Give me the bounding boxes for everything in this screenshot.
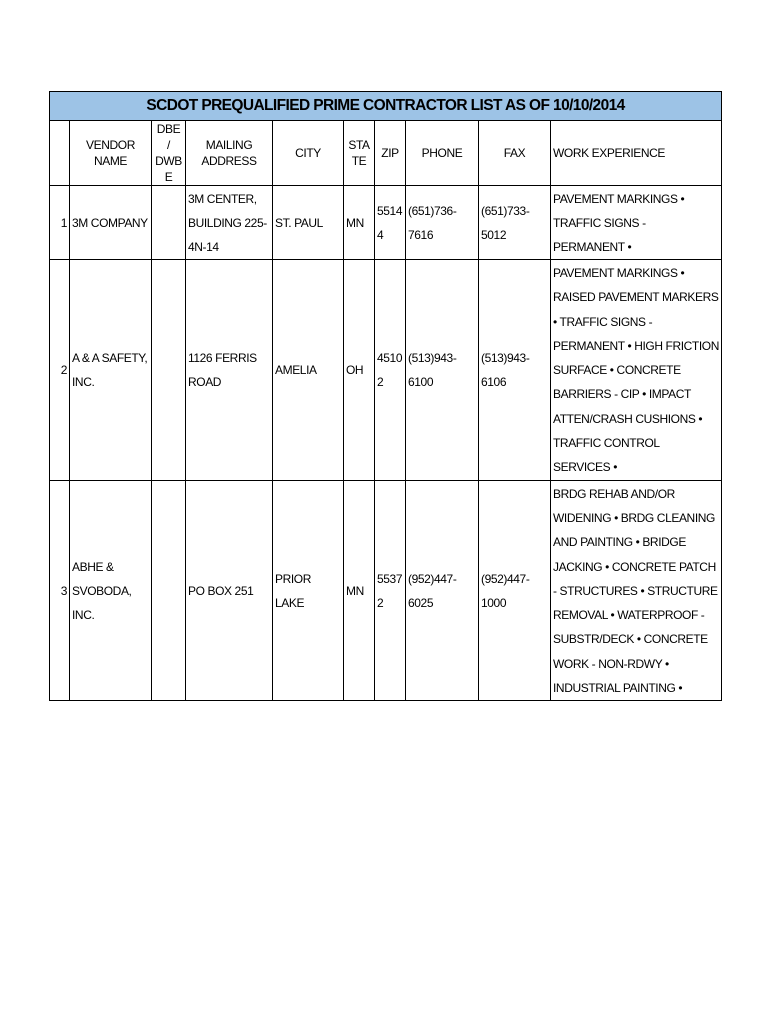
work-experience: PAVEMENT MARKINGS • RAISED PAVEMENT MARKERS • TRAFFIC SIGNS - PERMANENT • HIGH FRICTION SURFACE • CONCRETE BARRIERS - CIP • IMPACT ATTEN/CRASH CUSHIONS • TRAFFIC CONTROL SERVICES • [551, 260, 722, 481]
vendor-name: ABHE & SVOBODA, INC. [70, 480, 152, 701]
header-dbe: DBE / DWBE [152, 121, 186, 186]
work-experience: PAVEMENT MARKINGS • TRAFFIC SIGNS - PERMANENT • [551, 186, 722, 260]
fax: (513)943-6106 [479, 260, 551, 481]
row-number: 2 [50, 260, 70, 481]
header-zip: ZIP [375, 121, 406, 186]
state: MN [344, 480, 375, 701]
dbe-status [152, 260, 186, 481]
vendor-name: A & A SAFETY, INC. [70, 260, 152, 481]
fax: (651)733-5012 [479, 186, 551, 260]
vendor-name: 3M COMPANY [70, 186, 152, 260]
table-row [50, 186, 722, 260]
phone: (513)943-6100 [406, 260, 479, 481]
phone: (651)736-7616 [406, 186, 479, 260]
state: MN [344, 186, 375, 260]
zip: 55144 [375, 186, 406, 260]
title-row [50, 92, 722, 121]
state: OH [344, 260, 375, 481]
header-phone: PHONE [406, 121, 479, 186]
mailing-address: 3M CENTER, BUILDING 225-4N-14 [186, 186, 273, 260]
fax: (952)447-1000 [479, 480, 551, 701]
table-row [50, 260, 722, 481]
header-state: STATE [344, 121, 375, 186]
city: PRIOR LAKE [273, 480, 344, 701]
contractor-list-sheet [49, 91, 721, 701]
phone: (952)447-6025 [406, 480, 479, 701]
city: ST. PAUL [273, 186, 344, 260]
header-fax: FAX [479, 121, 551, 186]
zip: 45102 [375, 260, 406, 481]
header-row [50, 121, 722, 186]
mailing-address: 1126 FERRIS ROAD [186, 260, 273, 481]
header-city: CITY [273, 121, 344, 186]
header-vendor-name: VENDOR NAME [70, 121, 152, 186]
city: AMELIA [273, 260, 344, 481]
work-experience: BRDG REHAB AND/OR WIDENING • BRDG CLEANING AND PAINTING • BRIDGE JACKING • CONCRETE PATCH - STRUCTURES • STRUCTURE REMOVAL • WATERPROOF - SUBSTR/DECK • CONCRETE WORK - NON-RDWY • INDUSTRIAL PAINTING • [551, 480, 722, 701]
header-work-experience: WORK EXPERIENCE [551, 121, 722, 186]
header-num [50, 121, 70, 186]
page-title: SCDOT PREQUALIFIED PRIME CONTRACTOR LIST AS OF 10/10/2014 [50, 92, 722, 121]
header-mailing-address: MAILING ADDRESS [186, 121, 273, 186]
mailing-address: PO BOX 251 [186, 480, 273, 701]
zip: 55372 [375, 480, 406, 701]
table-row [50, 480, 722, 701]
row-number: 3 [50, 480, 70, 701]
dbe-status [152, 186, 186, 260]
contractor-table [49, 91, 722, 701]
row-number: 1 [50, 186, 70, 260]
dbe-status [152, 480, 186, 701]
